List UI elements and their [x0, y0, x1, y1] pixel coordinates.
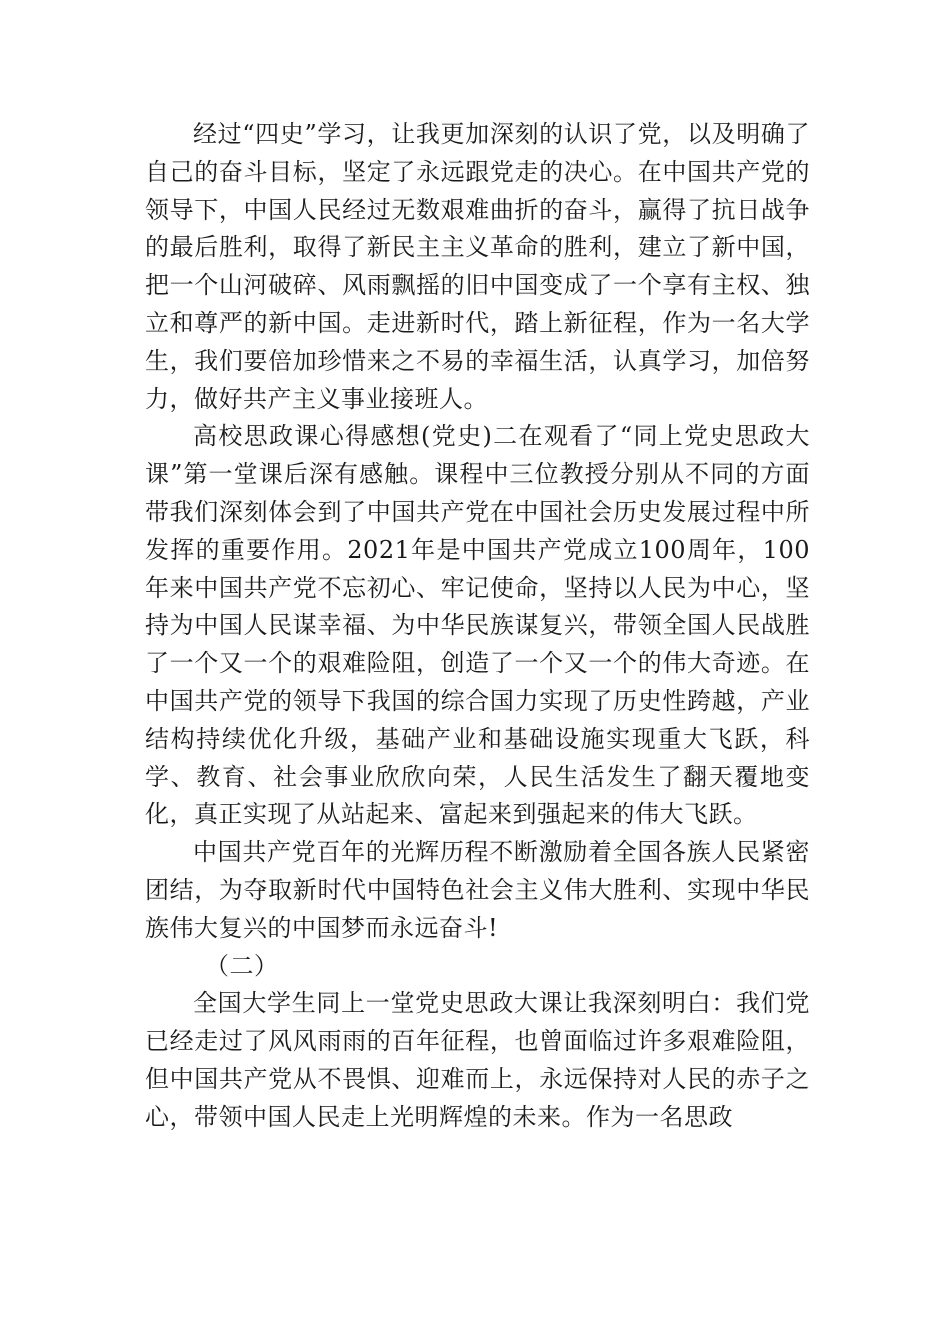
- paragraph-party-history-course: 高校思政课心得感想(党史)二在观看了“同上党史思政大课”第一堂课后深有感触。课程中三位教授分别从不同的方面带我们深刻体会到了中国共产党在中国社会历史发展过程中所发挥的重要作用。2021年是中国共产党成立100周年，100年来中国共产党不忘初心、牢记使命，坚持以人民为中心，坚持为中国人民谋幸福、为中华民族谋复兴，带领全国人民战胜了一个又一个的艰难险阻，创造了一个又一个的伟大奇迹。在中国共产党的领导下我国的综合国力实现了历史性跨越，产业结构持续优化升级，基础产业和基础设施实现重大飞跃，科学、教育、社会事业欣欣向荣，人民生活发生了翻天覆地变化，真正实现了从站起来、富起来到强起来的伟大飞跃。: [145, 422, 810, 829]
- section-marker: （二）: [205, 951, 279, 980]
- paragraph-national-students: 全国大学生同上一堂党史思政大课让我深刻明白：我们党已经走过了风风雨雨的百年征程，也曾面临过许多艰难险阻，但中国共产党从不畏惧、迎难而上，永远保持对人民的赤子之心，带领中国人民走上光明辉煌的未来。作为一名思政: [145, 989, 810, 1131]
- document-page: [145, 116, 810, 1137]
- paragraph-four-histories: 经过“四史”学习，让我更加深刻的认识了党，以及明确了自己的奋斗目标，坚定了永远跟党走的决心。在中国共产党的领导下，中国人民经过无数艰难曲折的奋斗，赢得了抗日战争的最后胜利，取得了新民主主义革命的胜利，建立了新中国，把一个山河破碎、风雨飘摇的旧中国变成了一个享有主权、独立和尊严的新中国。走进新时代，踏上新征程，作为一名大学生，我们要倍加珍惜来之不易的幸福生活，认真学习，加倍努力，做好共产主义事业接班人。: [145, 120, 810, 413]
- paragraph-century-journey: 中国共产党百年的光辉历程不断激励着全国各族人民紧密团结，为夺取新时代中国特色社会主义伟大胜利、实现中华民族伟大复兴的中国梦而永远奋斗!: [145, 838, 810, 942]
